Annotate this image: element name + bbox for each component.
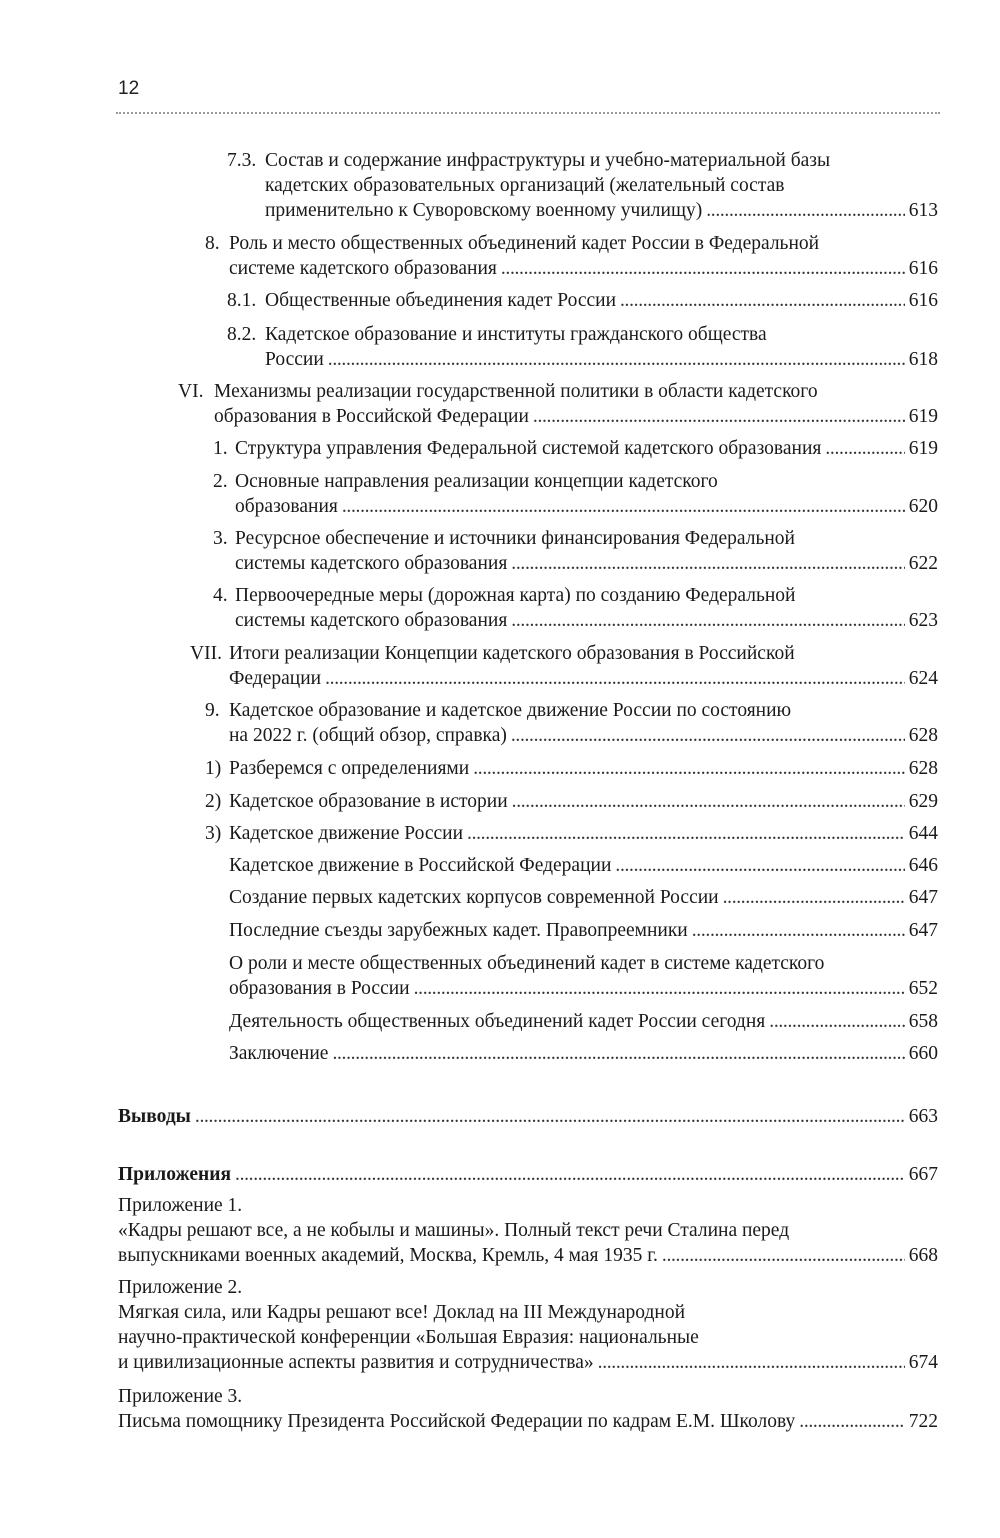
toc-entry-title: Письма помощнику Президента Российской Федерации по кадрам Е.М. Школову xyxy=(118,1411,796,1432)
dot-leader xyxy=(598,1350,905,1375)
page-number: 12 xyxy=(118,78,140,99)
toc-entry-title: на 2022 г. (общий обзор, справка) xyxy=(229,725,507,746)
dot-leader xyxy=(195,1104,905,1129)
dot-leader xyxy=(511,723,905,748)
toc-page-number: 622 xyxy=(908,553,938,574)
toc-entry xyxy=(227,322,938,372)
toc-entry-title: Структура управления Федеральной системой кадетского образования xyxy=(235,438,822,459)
toc-entry-line: научно-практической конференции «Большая Евразия: национальные xyxy=(118,1327,699,1348)
toc-entry xyxy=(118,1193,938,1268)
toc-entry-number: 2. xyxy=(213,471,228,492)
toc-entry-title: Разберемся с определениями xyxy=(229,758,470,779)
dot-leader xyxy=(342,494,905,519)
toc-entry-line: Итоги реализации Концепции кадетского образования в Российской xyxy=(229,643,795,664)
toc-page-number: 647 xyxy=(908,887,938,908)
toc-page-number: 667 xyxy=(908,1164,938,1185)
toc-page-number: 668 xyxy=(908,1245,938,1266)
toc-entry xyxy=(229,1041,938,1066)
toc-entry-title: Деятельность общественных объединений кадет России сегодня xyxy=(229,1011,766,1032)
toc-entry-title: Кадетское движение России xyxy=(229,823,464,844)
toc-entry xyxy=(213,583,938,633)
toc-entry xyxy=(118,1104,938,1129)
toc-page-number: 624 xyxy=(908,668,938,689)
toc-entry-line: Приложение 1. xyxy=(118,1195,243,1216)
toc-page-number: 660 xyxy=(908,1043,938,1064)
toc-page-number: 618 xyxy=(908,349,938,370)
dot-leader xyxy=(473,756,905,781)
toc-page-number: 629 xyxy=(908,791,938,812)
dot-leader xyxy=(512,789,905,814)
toc-entry xyxy=(213,436,938,461)
toc-entry-line: Первоочередные меры (дорожная карта) по созданию Федеральной xyxy=(235,585,796,606)
toc-entry-title: выпускниками военных академий, Москва, Кремль, 4 мая 1935 г. xyxy=(118,1245,658,1266)
toc-entry-title: Приложения xyxy=(118,1164,232,1185)
dot-leader xyxy=(511,551,904,576)
toc-page-number: 647 xyxy=(908,920,938,941)
toc-entry-title: системы кадетского образования xyxy=(235,610,508,631)
dot-leader xyxy=(325,666,905,691)
toc-entry-number: 8.1. xyxy=(227,290,257,311)
toc-entry-line: Кадетское образование и кадетское движение России по состоянию xyxy=(229,700,792,721)
toc-entry xyxy=(190,641,938,691)
dot-leader xyxy=(414,976,905,1001)
toc-entry-line: Механизмы реализации государственной политики в области кадетского xyxy=(214,381,818,402)
toc-entry-number: 7.3. xyxy=(227,150,257,171)
toc-entry xyxy=(229,885,938,910)
toc-page-number: 652 xyxy=(908,978,938,999)
toc-entry xyxy=(205,821,938,846)
dot-leader xyxy=(620,288,905,313)
toc-entry-number: 1. xyxy=(213,438,228,459)
toc-entry-title: Федерации xyxy=(229,668,322,689)
toc-entry-title: образования в России xyxy=(229,978,410,999)
dot-leader xyxy=(533,404,905,429)
toc-entry-number: 3. xyxy=(213,528,228,549)
dot-leader xyxy=(235,1162,905,1187)
toc-page-number: 663 xyxy=(908,1106,938,1127)
toc-entry-number: VII. xyxy=(190,643,222,664)
toc-entry-title: и цивилизационные аспекты развития и сотрудничества» xyxy=(118,1352,594,1373)
toc-page-number: 619 xyxy=(908,406,938,427)
dot-leader xyxy=(692,918,905,943)
header-rule xyxy=(116,112,940,114)
dot-leader xyxy=(769,1009,904,1034)
toc-entry-number: 8.2. xyxy=(227,324,257,345)
toc-entry xyxy=(118,1384,938,1434)
toc-entry xyxy=(205,698,938,748)
toc-page-number: 646 xyxy=(908,855,938,876)
toc-entry-line: Роль и место общественных объединений кадет России в Федеральной xyxy=(229,233,820,254)
toc-page-number: 619 xyxy=(908,438,938,459)
toc-entry-line: Состав и содержание инфраструктуры и учебно-материальной базы xyxy=(265,150,831,171)
toc-entry-number: 4. xyxy=(213,585,228,606)
dot-leader xyxy=(723,885,905,910)
dot-leader xyxy=(332,1041,904,1066)
toc-entry-title: Выводы xyxy=(118,1106,191,1127)
dot-leader xyxy=(825,436,904,461)
toc-entry-number: 3) xyxy=(205,823,222,844)
toc-entry-title: Последние съезды зарубежных кадет. Правопреемники xyxy=(229,920,688,941)
toc-entry-number: 2) xyxy=(205,791,222,812)
toc-entry xyxy=(227,288,938,313)
toc-page-number: 613 xyxy=(908,200,938,221)
toc-entry xyxy=(213,469,938,519)
toc-page-number: 628 xyxy=(908,758,938,779)
toc-page-number: 658 xyxy=(908,1011,938,1032)
toc-entry xyxy=(229,918,938,943)
toc-entry-title: Кадетское движение в Российской Федерации xyxy=(229,855,612,876)
toc-entry-title: Заключение xyxy=(229,1043,329,1064)
toc-entry-line: Приложение 3. xyxy=(118,1386,243,1407)
toc-page-number: 674 xyxy=(908,1352,938,1373)
toc-entry-line: Мягкая сила, или Кадры решают все! Доклад на III Международной xyxy=(118,1302,686,1323)
toc-entry-title: Общественные объединения кадет России xyxy=(265,290,616,311)
toc-entry-title: системе кадетского образования xyxy=(229,258,497,279)
toc-entry-line: Основные направления реализации концепции кадетского xyxy=(235,471,718,492)
dot-leader xyxy=(662,1243,905,1268)
toc-entry-number: 1) xyxy=(205,758,222,779)
toc-entry-number: VI. xyxy=(178,381,204,402)
toc-entry-number: 8. xyxy=(205,233,220,254)
dot-leader xyxy=(511,608,904,633)
toc-page-number: 616 xyxy=(908,258,938,279)
toc-entry-title: России xyxy=(265,349,324,370)
toc-page-number: 722 xyxy=(908,1411,938,1432)
toc-page-number: 616 xyxy=(908,290,938,311)
toc-entry-number: 9. xyxy=(205,700,220,721)
dot-leader xyxy=(328,347,905,372)
toc-entry-line: кадетских образовательных организаций (желательный состав xyxy=(265,175,785,196)
toc-entry-line: Ресурсное обеспечение и источники финансирования Федеральной xyxy=(235,528,795,549)
toc-entry-title: Создание первых кадетских корпусов современной России xyxy=(229,887,719,908)
toc-entry xyxy=(229,1009,938,1034)
toc-entry-title: применительно к Суворовскому военному училищу) xyxy=(265,200,703,221)
toc-entry xyxy=(229,853,938,878)
toc-entry xyxy=(178,379,938,429)
dot-leader xyxy=(615,853,904,878)
toc-entry xyxy=(205,789,938,814)
toc-entry xyxy=(205,231,938,281)
toc-entry xyxy=(118,1275,938,1375)
dot-leader xyxy=(467,821,905,846)
toc-entry xyxy=(213,526,938,576)
toc-entry xyxy=(205,756,938,781)
toc-entry xyxy=(118,1162,938,1187)
toc-entry-line: «Кадры решают все, а не кобылы и машины». Полный текст речи Сталина перед xyxy=(118,1220,790,1241)
dot-leader xyxy=(706,198,905,223)
toc-entry xyxy=(229,951,938,1001)
dot-leader xyxy=(501,256,905,281)
dot-leader xyxy=(799,1409,904,1434)
toc-entry-title: системы кадетского образования xyxy=(235,553,508,574)
toc-entry-line: Приложение 2. xyxy=(118,1277,243,1298)
toc-page-number: 623 xyxy=(908,610,938,631)
toc-entry-title: образования в Российской Федерации xyxy=(214,406,529,427)
toc-entry-line: О роли и месте общественных объединений кадет в системе кадетского xyxy=(229,953,825,974)
toc-entry xyxy=(227,148,938,223)
toc-page-number: 628 xyxy=(908,725,938,746)
toc-page-number: 644 xyxy=(908,823,938,844)
toc-entry-title: Кадетское образование в истории xyxy=(229,791,508,812)
toc-page-number: 620 xyxy=(908,496,938,517)
toc-entry-line: Кадетское образование и институты гражданского общества xyxy=(265,324,767,345)
toc-entry-title: образования xyxy=(235,496,338,517)
